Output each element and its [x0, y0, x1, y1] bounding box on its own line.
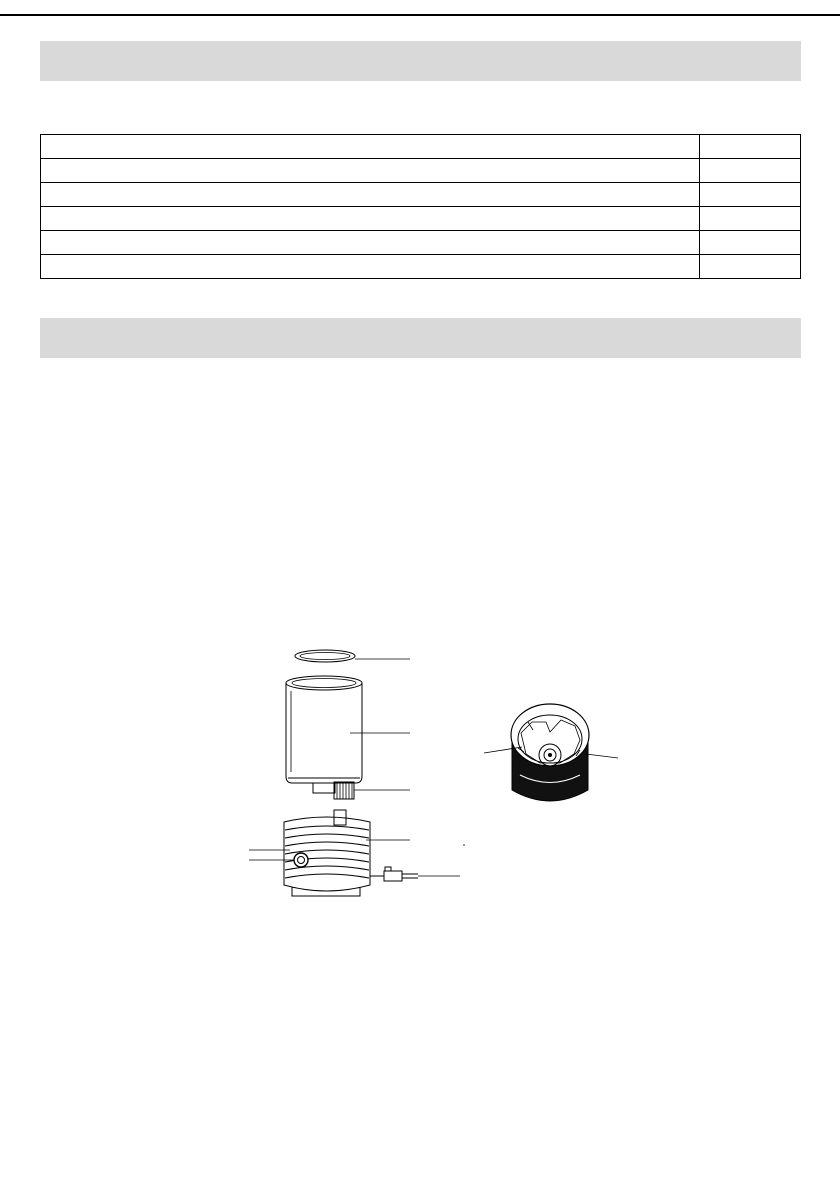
table-row	[41, 183, 801, 207]
table-cell-label	[41, 231, 700, 255]
section-header-2	[40, 318, 801, 358]
table-cell-label	[41, 207, 700, 231]
bowl-illustration	[286, 676, 362, 783]
spec-table	[40, 134, 801, 279]
table-cell-value	[700, 135, 801, 159]
section-header-1	[40, 41, 801, 81]
table-cell-label	[41, 135, 700, 159]
table-row	[41, 207, 801, 231]
table-cell-label	[41, 183, 700, 207]
coupler-illustration	[313, 782, 354, 799]
motor-base-illustration	[284, 810, 370, 896]
grinding-chamber-illustration	[511, 704, 589, 801]
power-button-icon	[294, 853, 308, 867]
top-rule	[0, 14, 840, 16]
table-cell-label	[41, 255, 700, 279]
table-cell-value	[700, 231, 801, 255]
power-cord-illustration	[370, 867, 418, 881]
table-row	[41, 135, 801, 159]
table-cell-value	[700, 207, 801, 231]
callout-leader-lines	[249, 659, 618, 876]
lid-illustration	[295, 650, 355, 662]
table-row	[41, 159, 801, 183]
table-cell-value	[700, 159, 801, 183]
table-row	[41, 231, 801, 255]
table-cell-value	[700, 183, 801, 207]
table-cell-value	[700, 255, 801, 279]
table-row	[41, 255, 801, 279]
table-cell-label	[41, 159, 700, 183]
